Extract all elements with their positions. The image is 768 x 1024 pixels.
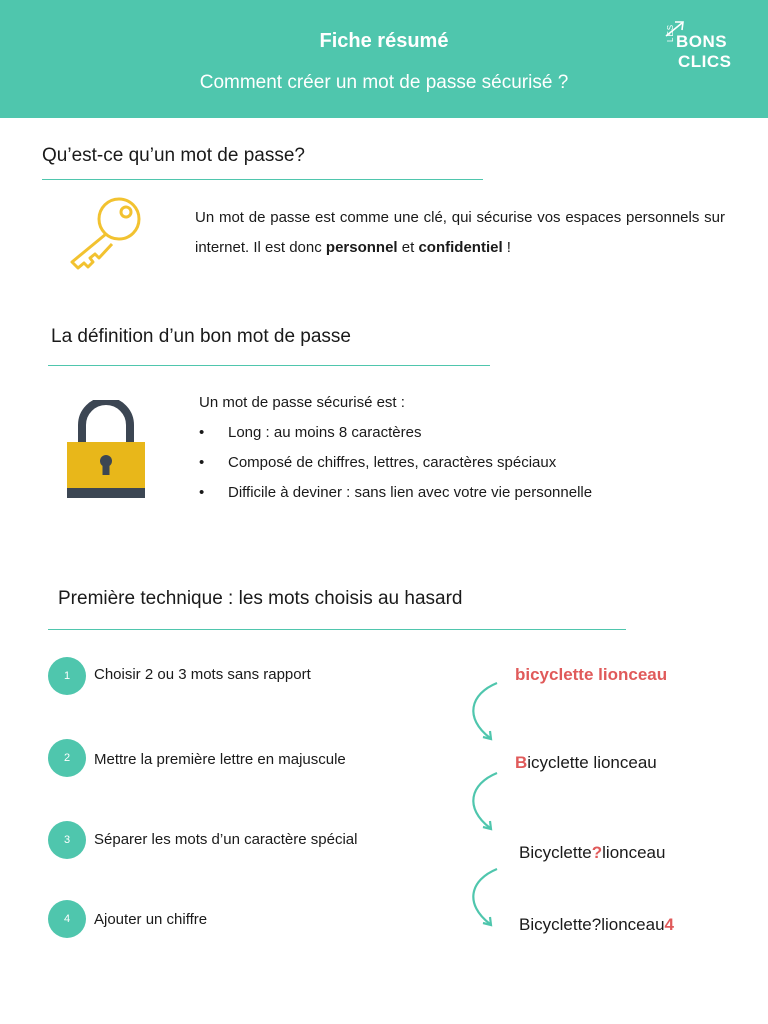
highlight-digit: 4 xyxy=(664,915,674,934)
logo-les-text: LES xyxy=(666,23,675,42)
header-banner xyxy=(0,0,768,118)
example-step-3 xyxy=(519,843,665,863)
step-number-2: 2 xyxy=(48,739,86,777)
example-3-part-b: lionceau xyxy=(602,843,666,862)
logo-clics-text: CLICS xyxy=(678,52,732,71)
curved-arrow-icon xyxy=(460,866,504,930)
section-title-what-is-password: Qu’est-ce qu’un mot de passe? xyxy=(42,145,305,166)
definition-bold-personnel: personnel xyxy=(325,239,398,256)
padlock-icon xyxy=(67,400,145,498)
section-title-first-technique: Première technique : les mots choisis au hasard xyxy=(58,588,463,609)
les-bons-clics-logo xyxy=(662,20,732,74)
definition-bold-confidentiel: confidentiel xyxy=(418,239,503,256)
definition-text-start: Un mot de passe est comme une clé, qui sécurise vos espaces personnels sur internet. Il est donc xyxy=(195,209,725,256)
example-step-1: bicyclette lionceau xyxy=(515,665,668,684)
curved-arrow-icon xyxy=(460,680,504,744)
criteria-length: Long : au moins 8 caractères xyxy=(228,424,422,441)
bullet: • xyxy=(199,454,205,471)
bullet: • xyxy=(199,424,205,441)
section-divider xyxy=(48,629,626,630)
highlight-capital-b: B xyxy=(515,753,528,772)
bullet: • xyxy=(199,484,205,501)
step-number-3: 3 xyxy=(48,821,86,859)
definition-text-end: ! xyxy=(502,239,511,256)
example-4-text: Bicyclette?lionceau xyxy=(519,915,665,934)
step-number-4: 4 xyxy=(48,900,86,938)
example-step-2 xyxy=(515,753,657,773)
example-3-part-a: Bicyclette xyxy=(519,843,592,862)
step-4-text: Ajouter un chiffre xyxy=(94,911,208,928)
list-item xyxy=(199,480,592,510)
page-subtitle: Comment créer un mot de passe sécurisé ? xyxy=(199,72,569,93)
password-definition-text xyxy=(195,203,725,263)
curved-arrow-icon xyxy=(460,770,504,834)
definition-text-mid: et xyxy=(397,239,419,256)
step-number-1: 1 xyxy=(48,657,86,695)
step-3-text: Séparer les mots d’un caractère spécial xyxy=(94,831,358,848)
list-item xyxy=(199,420,592,450)
step-2-text: Mettre la première lettre en majuscule xyxy=(94,751,346,768)
criteria-list xyxy=(199,420,592,510)
criteria-composition: Composé de chiffres, lettres, caractères spéciaux xyxy=(228,454,557,471)
criteria-intro: Un mot de passe sécurisé est : xyxy=(199,394,405,411)
example-2-rest: icyclette lionceau xyxy=(527,753,657,772)
section-divider xyxy=(48,365,490,366)
example-step-4 xyxy=(519,915,674,935)
key-icon xyxy=(64,194,146,270)
section-divider xyxy=(42,179,483,180)
list-item xyxy=(199,450,592,480)
highlight-special-char: ? xyxy=(591,843,603,862)
logo-bons-text: BONS xyxy=(676,32,728,51)
section-title-good-password: La définition d’un bon mot de passe xyxy=(51,326,351,347)
good-password-criteria xyxy=(199,390,592,510)
page-title: Fiche résumé xyxy=(319,30,449,52)
step-1-text: Choisir 2 ou 3 mots sans rapport xyxy=(94,666,311,683)
criteria-hard-to-guess: Difficile à deviner : sans lien avec votre vie personnelle xyxy=(228,484,593,501)
